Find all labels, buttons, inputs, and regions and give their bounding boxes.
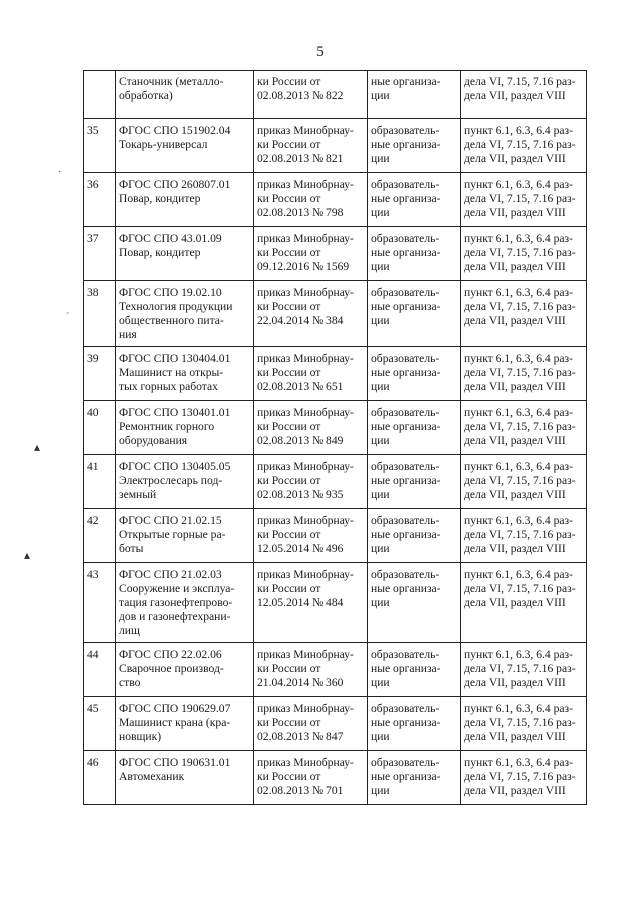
standards-table (83, 70, 587, 805)
points-cell (461, 119, 587, 173)
points-cell (461, 71, 587, 119)
points-cell (461, 509, 587, 563)
organization-cell (368, 173, 461, 227)
order-cell-line: ки России от (257, 138, 321, 151)
order-cell-line: 02.08.2013 № 822 (257, 89, 344, 102)
organization-cell (368, 347, 461, 401)
order-cell-line: приказ Минобрнау- (257, 286, 354, 299)
standard-cell (116, 563, 254, 643)
points-cell (461, 563, 587, 643)
points-cell-line: пункт 6.1, 6.3, 6.4 раз- (464, 124, 574, 137)
order-cell-line: 12.05.2014 № 496 (257, 542, 344, 555)
row-number: 38 (84, 281, 116, 347)
standard-cell-line: Машинист крана (кра- (119, 716, 231, 729)
points-cell-line: дела VII, раздел VIII (464, 434, 566, 447)
organization-cell-line: ции (371, 152, 390, 165)
points-cell-line: дела VI, 7.15, 7.16 раз- (464, 716, 576, 729)
order-cell-line: 22.04.2014 № 384 (257, 314, 344, 327)
standard-cell-line: дов и газонефтехрани- (119, 610, 231, 623)
standard-cell-line: Машинист на откры- (119, 366, 224, 379)
standard-cell-line: ФГОС СПО 151902.04 (119, 124, 231, 137)
standard-cell (116, 455, 254, 509)
standard-cell-line: ФГОС СПО 21.02.03 (119, 568, 222, 581)
row-number: 44 (84, 643, 116, 697)
standard-cell-line: ФГОС СПО 22.02.06 (119, 648, 222, 661)
standard-cell-line: Повар, кондитер (119, 246, 201, 259)
scan-speck: ˊ (66, 312, 70, 323)
order-cell-line: 21.04.2014 № 360 (257, 676, 344, 689)
order-cell-line: 02.08.2013 № 798 (257, 206, 344, 219)
organization-cell (368, 751, 461, 805)
table-row (84, 227, 587, 281)
organization-cell (368, 227, 461, 281)
standard-cell-line: ФГОС СПО 260807.01 (119, 178, 231, 191)
standard-cell (116, 173, 254, 227)
points-cell-line: пункт 6.1, 6.3, 6.4 раз- (464, 460, 574, 473)
organization-cell (368, 509, 461, 563)
points-cell (461, 643, 587, 697)
order-cell-line: ки России от (257, 474, 321, 487)
standard-cell-line: ство (119, 676, 141, 689)
organization-cell-line: ции (371, 380, 390, 393)
organization-cell-line: образователь- (371, 406, 440, 419)
points-cell (461, 455, 587, 509)
organization-cell-line: образователь- (371, 286, 440, 299)
organization-cell-line: ные организа- (371, 300, 441, 313)
points-cell-line: пункт 6.1, 6.3, 6.4 раз- (464, 286, 574, 299)
order-cell-line: 02.08.2013 № 849 (257, 434, 344, 447)
points-cell-line: пункт 6.1, 6.3, 6.4 раз- (464, 178, 574, 191)
order-cell (254, 401, 368, 455)
points-cell-line: дела VI, 7.15, 7.16 раз- (464, 528, 576, 541)
order-cell (254, 509, 368, 563)
standard-cell-line: ФГОС СПО 21.02.15 (119, 514, 222, 527)
order-cell-line: приказ Минобрнау- (257, 124, 354, 137)
scan-speck: ▴ (34, 440, 41, 454)
organization-cell-line: ные организа- (371, 662, 441, 675)
points-cell-line: дела VI, 7.15, 7.16 раз- (464, 420, 576, 433)
order-cell-line: приказ Минобрнау- (257, 568, 354, 581)
order-cell (254, 643, 368, 697)
points-cell (461, 751, 587, 805)
standard-cell-line: Автомеханик (119, 770, 185, 783)
points-cell-line: дела VII, раздел VIII (464, 152, 566, 165)
organization-cell-line: ные организа- (371, 716, 441, 729)
points-cell-line: дела VII, раздел VIII (464, 596, 566, 609)
row-number: 41 (84, 455, 116, 509)
order-cell (254, 751, 368, 805)
order-cell-line: ки России от (257, 420, 321, 433)
organization-cell-line: ции (371, 89, 390, 102)
organization-cell-line: ные организа- (371, 138, 441, 151)
points-cell-line: дела VI, 7.15, 7.16 раз- (464, 366, 576, 379)
order-cell-line: приказ Минобрнау- (257, 460, 354, 473)
organization-cell-line: образователь- (371, 514, 440, 527)
standard-cell (116, 751, 254, 805)
standard-cell-line: Сооружение и эксплуа- (119, 582, 235, 595)
points-cell-line: дела VI, 7.15, 7.16 раз- (464, 246, 576, 259)
order-cell-line: 02.08.2013 № 935 (257, 488, 344, 501)
order-cell (254, 119, 368, 173)
organization-cell-line: ные организа- (371, 770, 441, 783)
organization-cell-line: ные организа- (371, 528, 441, 541)
row-number (84, 71, 116, 119)
standards-table-body (84, 71, 587, 805)
row-number: 43 (84, 563, 116, 643)
points-cell-line: дела VII, раздел VIII (464, 784, 566, 797)
standard-cell (116, 71, 254, 119)
row-number: 42 (84, 509, 116, 563)
points-cell-line: пункт 6.1, 6.3, 6.4 раз- (464, 232, 574, 245)
standard-cell-line: общественного пита- (119, 314, 224, 327)
organization-cell (368, 455, 461, 509)
order-cell-line: ки России от (257, 246, 321, 259)
table-row (84, 347, 587, 401)
standard-cell-line: ФГОС СПО 130401.01 (119, 406, 231, 419)
points-cell (461, 401, 587, 455)
organization-cell (368, 697, 461, 751)
standard-cell-line: обработка) (119, 89, 173, 102)
organization-cell (368, 563, 461, 643)
organization-cell-line: образователь- (371, 756, 440, 769)
organization-cell-line: ные организа- (371, 366, 441, 379)
organization-cell-line: ции (371, 596, 390, 609)
points-cell-line: дела VII, раздел VIII (464, 542, 566, 555)
table-row (84, 281, 587, 347)
standard-cell-line: ФГОС СПО 130405.05 (119, 460, 231, 473)
order-cell-line: приказ Минобрнау- (257, 406, 354, 419)
order-cell-line: ки России от (257, 192, 321, 205)
points-cell-line: дела VI, 7.15, 7.16 раз- (464, 138, 576, 151)
table-row (84, 173, 587, 227)
order-cell-line: 02.08.2013 № 847 (257, 730, 344, 743)
points-cell-line: дела VI, 7.15, 7.16 раз- (464, 75, 576, 88)
order-cell (254, 347, 368, 401)
points-cell-line: дела VI, 7.15, 7.16 раз- (464, 770, 576, 783)
organization-cell-line: ции (371, 784, 390, 797)
organization-cell-line: ные организа- (371, 246, 441, 259)
row-number: 35 (84, 119, 116, 173)
order-cell-line: 02.08.2013 № 821 (257, 152, 344, 165)
organization-cell-line: образователь- (371, 568, 440, 581)
order-cell-line: приказ Минобрнау- (257, 756, 354, 769)
organization-cell-line: ные организа- (371, 75, 441, 88)
row-number: 46 (84, 751, 116, 805)
organization-cell-line: образователь- (371, 232, 440, 245)
organization-cell-line: образователь- (371, 702, 440, 715)
organization-cell-line: ные организа- (371, 192, 441, 205)
order-cell (254, 455, 368, 509)
standard-cell-line: Технология продукции (119, 300, 233, 313)
points-cell-line: дела VII, раздел VIII (464, 206, 566, 219)
table-row (84, 643, 587, 697)
standard-cell (116, 509, 254, 563)
points-cell-line: дела VI, 7.15, 7.16 раз- (464, 662, 576, 675)
points-cell-line: дела VII, раздел VIII (464, 488, 566, 501)
organization-cell (368, 401, 461, 455)
organization-cell-line: ции (371, 676, 390, 689)
order-cell (254, 281, 368, 347)
standard-cell (116, 281, 254, 347)
order-cell-line: ки России от (257, 582, 321, 595)
organization-cell-line: ции (371, 260, 390, 273)
order-cell (254, 563, 368, 643)
organization-cell-line: ции (371, 730, 390, 743)
standard-cell-line: ФГОС СПО 130404.01 (119, 352, 231, 365)
standard-cell-line: Сварочное производ- (119, 662, 224, 675)
standard-cell-line: ФГОС СПО 190631.01 (119, 756, 231, 769)
row-number: 37 (84, 227, 116, 281)
organization-cell-line: ции (371, 314, 390, 327)
points-cell (461, 227, 587, 281)
points-cell-line: дела VII, раздел VIII (464, 89, 566, 102)
points-cell-line: дела VII, раздел VIII (464, 314, 566, 327)
points-cell (461, 347, 587, 401)
organization-cell-line: образователь- (371, 460, 440, 473)
organization-cell-line: ные организа- (371, 474, 441, 487)
points-cell-line: дела VII, раздел VIII (464, 260, 566, 273)
order-cell-line: приказ Минобрнау- (257, 178, 354, 191)
row-number: 39 (84, 347, 116, 401)
row-number: 36 (84, 173, 116, 227)
order-cell-line: 12.05.2014 № 484 (257, 596, 344, 609)
standard-cell-line: ФГОС СПО 19.02.10 (119, 286, 222, 299)
order-cell-line: приказ Минобрнау- (257, 352, 354, 365)
organization-cell-line: образователь- (371, 352, 440, 365)
table-row (84, 71, 587, 119)
standard-cell (116, 119, 254, 173)
organization-cell-line: ные организа- (371, 582, 441, 595)
organization-cell-line: ции (371, 488, 390, 501)
standard-cell-line: лищ (119, 624, 140, 637)
table-row (84, 563, 587, 643)
scan-speck: ˙ (58, 170, 62, 181)
page-number: 5 (316, 44, 324, 60)
points-cell-line: дела VI, 7.15, 7.16 раз- (464, 474, 576, 487)
standard-cell-line: Станочник (металло- (119, 75, 224, 88)
standard-cell-line: Электрослесарь под- (119, 474, 223, 487)
points-cell-line: пункт 6.1, 6.3, 6.4 раз- (464, 702, 574, 715)
order-cell-line: ки России от (257, 300, 321, 313)
scan-speck: ▴ (24, 548, 31, 562)
points-cell-line: пункт 6.1, 6.3, 6.4 раз- (464, 756, 574, 769)
points-cell (461, 281, 587, 347)
row-number: 40 (84, 401, 116, 455)
organization-cell-line: ции (371, 206, 390, 219)
order-cell-line: ки России от (257, 716, 321, 729)
table-row (84, 455, 587, 509)
standard-cell-line: тация газонефтепрово- (119, 596, 233, 609)
standard-cell (116, 401, 254, 455)
points-cell-line: пункт 6.1, 6.3, 6.4 раз- (464, 406, 574, 419)
organization-cell (368, 643, 461, 697)
order-cell-line: ки России от (257, 528, 321, 541)
order-cell (254, 173, 368, 227)
points-cell-line: дела VI, 7.15, 7.16 раз- (464, 300, 576, 313)
organization-cell-line: образователь- (371, 178, 440, 191)
points-cell (461, 173, 587, 227)
points-cell (461, 697, 587, 751)
standard-cell-line: земный (119, 488, 157, 501)
points-cell-line: дела VII, раздел VIII (464, 676, 566, 689)
order-cell (254, 71, 368, 119)
table-row (84, 697, 587, 751)
standard-cell-line: боты (119, 542, 144, 555)
organization-cell-line: ции (371, 542, 390, 555)
organization-cell-line: образователь- (371, 648, 440, 661)
points-cell-line: дела VI, 7.15, 7.16 раз- (464, 582, 576, 595)
order-cell-line: приказ Минобрнау- (257, 514, 354, 527)
standard-cell-line: Ремонтник горного (119, 420, 215, 433)
table-row (84, 509, 587, 563)
order-cell (254, 227, 368, 281)
order-cell-line: приказ Минобрнау- (257, 702, 354, 715)
points-cell-line: пункт 6.1, 6.3, 6.4 раз- (464, 352, 574, 365)
points-cell-line: дела VI, 7.15, 7.16 раз- (464, 192, 576, 205)
points-cell-line: пункт 6.1, 6.3, 6.4 раз- (464, 568, 574, 581)
organization-cell-line: ции (371, 434, 390, 447)
table-row (84, 751, 587, 805)
organization-cell-line: ные организа- (371, 420, 441, 433)
standard-cell (116, 227, 254, 281)
order-cell-line: приказ Минобрнау- (257, 232, 354, 245)
points-cell-line: дела VII, раздел VIII (464, 730, 566, 743)
standard-cell-line: ФГОС СПО 190629.07 (119, 702, 231, 715)
organization-cell (368, 71, 461, 119)
order-cell (254, 697, 368, 751)
standard-cell-line: Токарь-универсал (119, 138, 208, 151)
standard-cell-line: Повар, кондитер (119, 192, 201, 205)
order-cell-line: ки России от (257, 770, 321, 783)
table-row (84, 119, 587, 173)
standard-cell-line: ния (119, 328, 137, 341)
order-cell-line: приказ Минобрнау- (257, 648, 354, 661)
order-cell-line: 02.08.2013 № 651 (257, 380, 344, 393)
standard-cell-line: Открытые горные ра- (119, 528, 226, 541)
table-row (84, 401, 587, 455)
standard-cell (116, 347, 254, 401)
order-cell-line: 02.08.2013 № 701 (257, 784, 344, 797)
standard-cell-line: оборудования (119, 434, 188, 447)
standard-cell (116, 697, 254, 751)
order-cell-line: 09.12.2016 № 1569 (257, 260, 350, 273)
organization-cell-line: образователь- (371, 124, 440, 137)
organization-cell (368, 281, 461, 347)
points-cell-line: пункт 6.1, 6.3, 6.4 раз- (464, 514, 574, 527)
order-cell-line: ки России от (257, 662, 321, 675)
row-number: 45 (84, 697, 116, 751)
points-cell-line: пункт 6.1, 6.3, 6.4 раз- (464, 648, 574, 661)
standard-cell-line: тых горных работах (119, 380, 218, 393)
order-cell-line: ки России от (257, 75, 321, 88)
order-cell-line: ки России от (257, 366, 321, 379)
organization-cell (368, 119, 461, 173)
standard-cell (116, 643, 254, 697)
standard-cell-line: новщик) (119, 730, 162, 743)
standard-cell-line: ФГОС СПО 43.01.09 (119, 232, 222, 245)
points-cell-line: дела VII, раздел VIII (464, 380, 566, 393)
